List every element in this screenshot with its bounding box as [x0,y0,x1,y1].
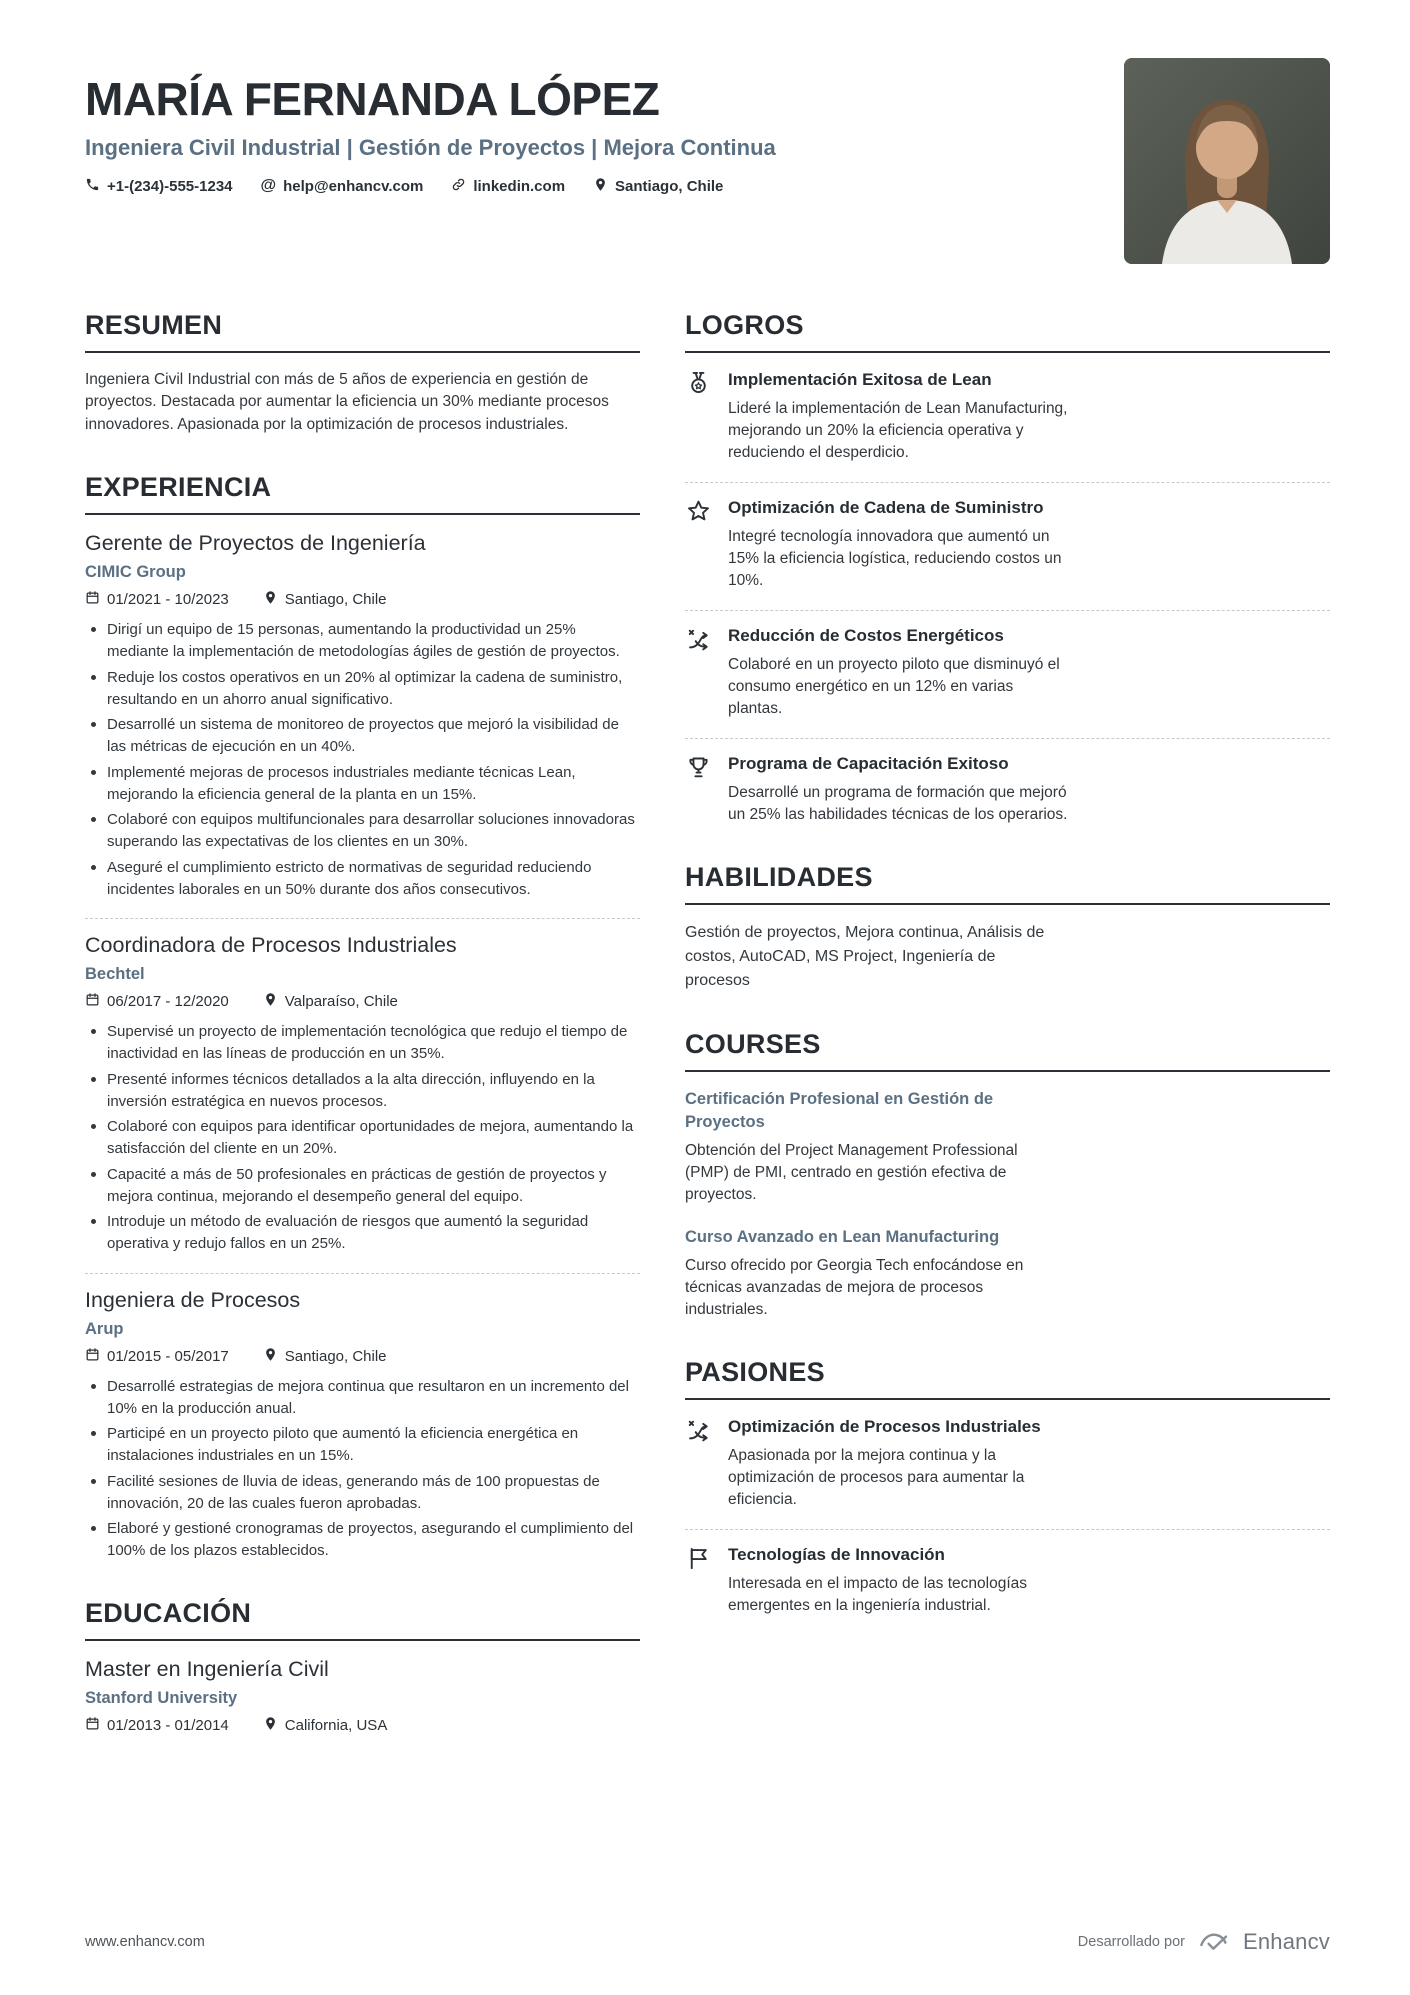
job-location: Santiago, Chile [263,1347,387,1366]
star-icon [685,497,715,592]
achievement-item [685,497,1085,592]
school-name: Stanford University [85,1688,238,1707]
job-dates: 06/2017 - 12/2020 [85,992,229,1011]
calendar-icon [85,992,100,1011]
bullet: Elaboré y gestioné cronogramas de proyectos, asegurando el cumplimiento del 100% de los plazos establecidos. [85,1518,640,1562]
location-pin-icon [593,177,608,196]
job-meta [85,590,640,609]
flag-icon [685,1544,715,1617]
pasiones-heading: PASIONES [685,1357,1330,1400]
medal-icon [685,369,715,464]
calendar-icon [85,1716,100,1735]
bullet: Desarrollé un sistema de monitoreo de proyectos que mejoró la visibilidad de las métricas de ejecución en un 40%. [85,714,640,758]
bullet: Colaboré con equipos para identificar oportunidades de mejora, aumentando la satisfacción del cliente en un 20%. [85,1116,640,1160]
achievement-body [728,369,1068,464]
course-title: Curso Avanzado en Lean Manufacturing [685,1227,1000,1246]
achievement-text: Lideré la implementación de Lean Manufacturing, mejorando un 20% la eficiencia operativa y reduciendo el desperdicio. [728,400,1068,462]
job-title: Ingeniera de Procesos [85,1287,301,1312]
job-entry [85,1288,640,1562]
educacion-heading: EDUCACIÓN [85,1598,640,1641]
dashed-divider [685,1529,1330,1530]
course-title: Certificación Profesional en Gestión de Proyectos [685,1090,994,1131]
main-column [85,310,640,1771]
job-dates: 01/2021 - 10/2023 [85,590,229,609]
person-name: MARÍA FERNANDA LÓPEZ [85,73,660,125]
passion-text: Interesada en el impacto de las tecnologías emergentes en la ingeniería industrial. [728,1575,1027,1615]
passion-body [728,1544,1068,1617]
footer [85,1929,1330,1955]
section-habilidades [685,862,1330,993]
person-title: Ingeniera Civil Industrial | Gestión de Proyectos | Mejora Continua [85,134,776,160]
section-resumen [85,310,640,436]
header [85,58,1330,264]
achievement-body [728,753,1068,826]
achievement-title: Programa de Capacitación Exitoso [728,754,1009,774]
section-experiencia [85,472,640,1562]
location-pin-icon [263,1716,278,1735]
crossing-arrows-icon [685,1416,715,1511]
bullet: Facilité sesiones de lluvia de ideas, generando más de 100 propuestas de innovación, 20 de las cuales fueron aprobadas. [85,1471,640,1515]
job-dates: 01/2015 - 05/2017 [85,1347,229,1366]
section-logros [685,310,1330,826]
experiencia-heading: EXPERIENCIA [85,472,640,515]
location-item [593,177,723,196]
bullet: Colaboré con equipos multifuncionales para desarrollar soluciones innovadoras superando las expectativas de los clientes en un 30%. [85,809,640,853]
linkedin-link[interactable] [451,177,565,196]
course-text: Obtención del Project Management Professional (PMP) de PMI, centrado en gestión efectiva de proyectos. [685,1141,1018,1203]
job-title: Gerente de Proyectos de Ingeniería [85,531,426,556]
passion-title: Tecnologías de Innovación [728,1545,945,1565]
job-location: Valparaíso, Chile [263,992,398,1011]
achievement-title: Reducción de Costos Energéticos [728,626,1004,646]
resumen-heading: RESUMEN [85,310,640,353]
calendar-icon [85,590,100,609]
linkedin-text: linkedin.com [473,177,566,195]
phone-icon [85,177,100,196]
job-company: CIMIC Group [85,563,186,582]
education-location: California, USA [263,1716,388,1735]
job-company: Bechtel [85,965,145,984]
job-title: Coordinadora de Procesos Industriales [85,933,457,958]
dashed-divider [85,918,640,919]
job-location: Santiago, Chile [263,590,387,609]
crossing-arrows-icon [685,625,715,720]
education-meta [85,1716,640,1735]
section-pasiones [685,1357,1330,1617]
location-pin-icon [263,992,278,1011]
bullet: Dirigí un equipo de 15 personas, aumentando la productividad un 25% mediante la implementación de metodologías ágiles de gestión de proyectos. [85,619,640,663]
sidebar-column [685,310,1330,1771]
course-text: Curso ofrecido por Georgia Tech enfocándose en técnicas avanzadas de mejora de procesos industriales. [685,1257,1024,1319]
passion-body [728,1416,1068,1511]
contact-row [85,177,1124,196]
credit-text: Desarrollado por [1077,1934,1185,1950]
phone-link[interactable] [85,177,233,196]
bullet: Capacité a más de 50 profesionales en prácticas de gestión de proyectos y mejora continua, mejorando el desempeño general del equipo. [85,1164,640,1208]
courses-heading: COURSES [685,1029,1330,1072]
at-icon: @ [260,177,277,195]
dashed-divider [685,738,1330,739]
job-meta [85,992,640,1011]
passion-item [685,1416,1085,1511]
course-entry [685,1226,1330,1321]
location-text: Santiago, Chile [615,177,724,195]
bullet: Desarrollé estrategias de mejora continua que resultaron en un incremento del 10% en la producción anual. [85,1376,640,1420]
email-text: help@enhancv.com [283,177,424,195]
course-entry [685,1088,1330,1206]
bullet: Presenté informes técnicos detallados a la alta dirección, influyendo en la inversión estratégica en nuevos procesos. [85,1069,640,1113]
resumen-text: Ingeniera Civil Industrial con más de 5 años de experiencia en gestión de proyectos. Destacada por aumentar la eficiencia un 30% mediante procesos innovadores. Apasionada por la optimización de procesos industriales. [85,371,609,433]
education-dates: 01/2013 - 01/2014 [85,1716,229,1735]
section-courses [685,1029,1330,1321]
section-educacion [85,1598,640,1735]
header-text-block [85,58,1124,196]
avatar-illustration [1124,58,1330,264]
achievement-title: Implementación Exitosa de Lean [728,370,992,389]
bullet: Introduje un método de evaluación de riesgos que aumentó la seguridad operativa y redujo fallos en un 25%. [85,1211,640,1255]
link-icon [451,177,466,196]
passion-item [685,1544,1085,1617]
passion-text: Apasionada por la mejora continua y la optimización de procesos para aumentar la eficiencia. [728,1447,1025,1509]
trophy-icon [685,753,715,826]
calendar-icon [85,1347,100,1366]
job-entry [85,531,640,900]
bullet: Aseguré el cumplimiento estricto de normativas de seguridad reduciendo incidentes laborales en un 50% durante dos años consecutivos. [85,857,640,901]
profile-photo [1124,58,1330,264]
dashed-divider [685,482,1330,483]
achievement-item [685,625,1085,720]
achievement-body [728,497,1068,592]
dashed-divider [85,1273,640,1274]
achievement-text: Integré tecnología innovadora que aumentó un 15% la eficiencia logística, reduciendo costos un 10%. [728,528,1062,590]
bullet: Implementé mejoras de procesos industriales mediante técnicas Lean, mejorando la eficiencia general de la planta en un 15%. [85,762,640,806]
passion-title: Optimización de Procesos Industriales [728,1417,1041,1437]
enhancv-logo-icon [1197,1930,1231,1954]
footer-site-link[interactable]: www.enhancv.com [85,1934,205,1950]
skills-list: Gestión de proyectos, Mejora continua, Análisis de costos, AutoCAD, MS Project, Ingeniería de procesos [685,924,1045,990]
dashed-divider [685,610,1330,611]
achievement-body [728,625,1068,720]
achievement-text: Colaboré en un proyecto piloto que disminuyó el consumo energético en un 12% en varias plantas. [728,656,1060,718]
job-bullets [85,619,640,900]
job-bullets [85,1376,640,1562]
footer-credit [1078,1929,1330,1955]
habilidades-heading: HABILIDADES [685,862,1330,905]
content-columns [85,310,1330,1771]
location-pin-icon [263,1347,278,1366]
job-company: Arup [85,1319,124,1338]
email-link[interactable] [261,178,424,195]
logros-heading: LOGROS [685,310,1330,353]
bullet: Participé en un proyecto piloto que aumentó la eficiencia energética en instalaciones industriales en un 15%. [85,1423,640,1467]
job-meta [85,1347,640,1366]
achievement-title: Optimización de Cadena de Suministro [728,498,1044,518]
degree-title: Master en Ingeniería Civil [85,1656,329,1681]
phone-text: +1-(234)-555-1234 [107,177,233,195]
achievement-item [685,369,1085,464]
location-pin-icon [263,590,278,609]
bullet: Supervisé un proyecto de implementación tecnológica que redujo el tiempo de inactividad en las líneas de producción en un 35%. [85,1021,640,1065]
enhancv-wordmark: Enhancv [1242,1929,1330,1954]
job-entry [85,933,640,1255]
job-bullets [85,1021,640,1255]
achievement-text: Desarrollé un programa de formación que mejoró un 25% las habilidades técnicas de los operarios. [728,784,1068,824]
bullet: Reduje los costos operativos en un 20% al optimizar la cadena de suministro, resultando en un ahorro anual significativo. [85,667,640,711]
achievement-item [685,753,1085,826]
